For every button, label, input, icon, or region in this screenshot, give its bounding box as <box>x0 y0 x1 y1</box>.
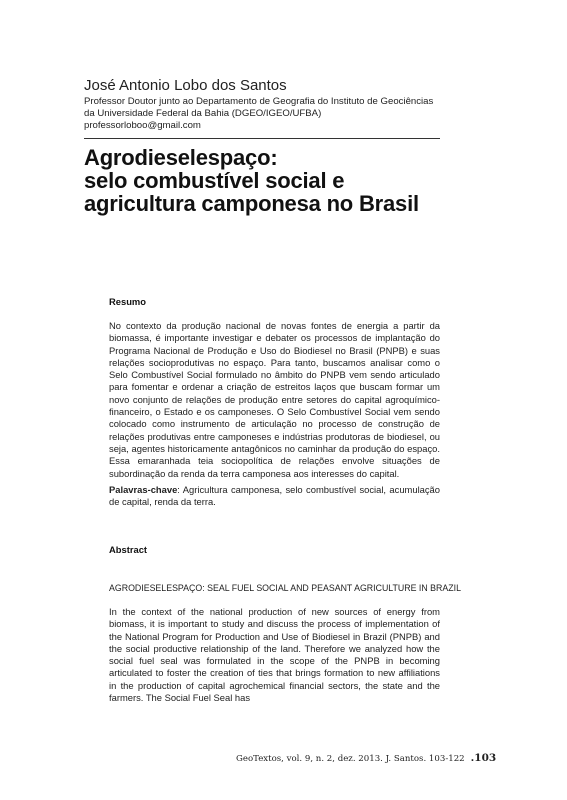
keywords-text: : Agricultura camponesa, selo combustível social, acumulação de capital, renda da terra. <box>109 484 440 508</box>
abstract-heading: Abstract <box>109 544 148 555</box>
abstract-title: AGRODIESELESPAÇO: SEAL FUEL SOCIAL AND PEASANT AGRICULTURE IN BRAZIL <box>109 583 461 593</box>
title-line: agricultura camponesa no Brasil <box>84 191 419 216</box>
page-footer <box>236 752 497 765</box>
keywords-label: Palavras-chave <box>109 484 178 495</box>
title-line: selo combustível social e <box>84 168 345 193</box>
title-line: Agrodieselespaço: <box>84 145 278 170</box>
header-divider <box>84 138 440 139</box>
resumo-heading: Resumo <box>109 296 146 307</box>
affiliation-line: da Universidade Federal da Bahia (DGEO/IGEO/UFBA) <box>84 107 322 119</box>
page-number: .103 <box>470 752 497 764</box>
affiliation-line: Professor Doutor junto ao Departamento de Geografia do Instituto de Geociências <box>84 96 434 107</box>
author-email[interactable]: professorloboo@gmail.com <box>84 119 201 131</box>
author-affiliation <box>84 96 444 131</box>
keywords <box>109 484 440 509</box>
author-name: José Antonio Lobo dos Santos <box>84 77 287 94</box>
resumo-text: No contexto da produção nacional de novas fontes de energia a partir da biomassa, é importante investigar e debater os processos de implantação do Programa Nacional de Produção e Uso do Biodiesel no Brasil (PNPB) e suas relações socioprodutivas no espaço. Para tanto, buscamos analisar como o Selo Combustível Social formulado no âmbito do PNPB vem sendo articulado para fomentar e ordenar a criação de estreitos laços que buscam formar um novo conjunto de relações de produção entre setores do capital agroquímico-financeiro, o Estado e os camponeses. O Selo Combustível Social vem sendo colocado como instrumento de articulação no processo de construção de relações produtivas entre camponeses e indústrias produtoras de biodiesel, ou seja, agentes historicamente antagônicos no caminhar da produção do espaço. Essa emaranhada teia sociopolítica de relações envolve situações de subordinação da renda da terra camponesa aos interesses do capital. <box>109 320 440 479</box>
abstract-text: In the context of the national production of new sources of energy from biomass, it is important to study and discuss the process of implementation of the National Program for Production and Use of Biodiesel in Brazil (PNPB) and the social productive relationship of the land. Therefore we analyzed how the social fuel seal was formulated in the scope of the PNPB in becoming articulated to foster the creation of ties that brings formation to new affiliations in the production of capital agrochemical financial sectors, the state and the farmers. The Social Fuel Seal has <box>109 606 440 704</box>
footer-citation: GeoTextos, vol. 9, n. 2, dez. 2013. J. Santos. 103-122 <box>236 754 465 764</box>
article-title <box>84 146 464 215</box>
